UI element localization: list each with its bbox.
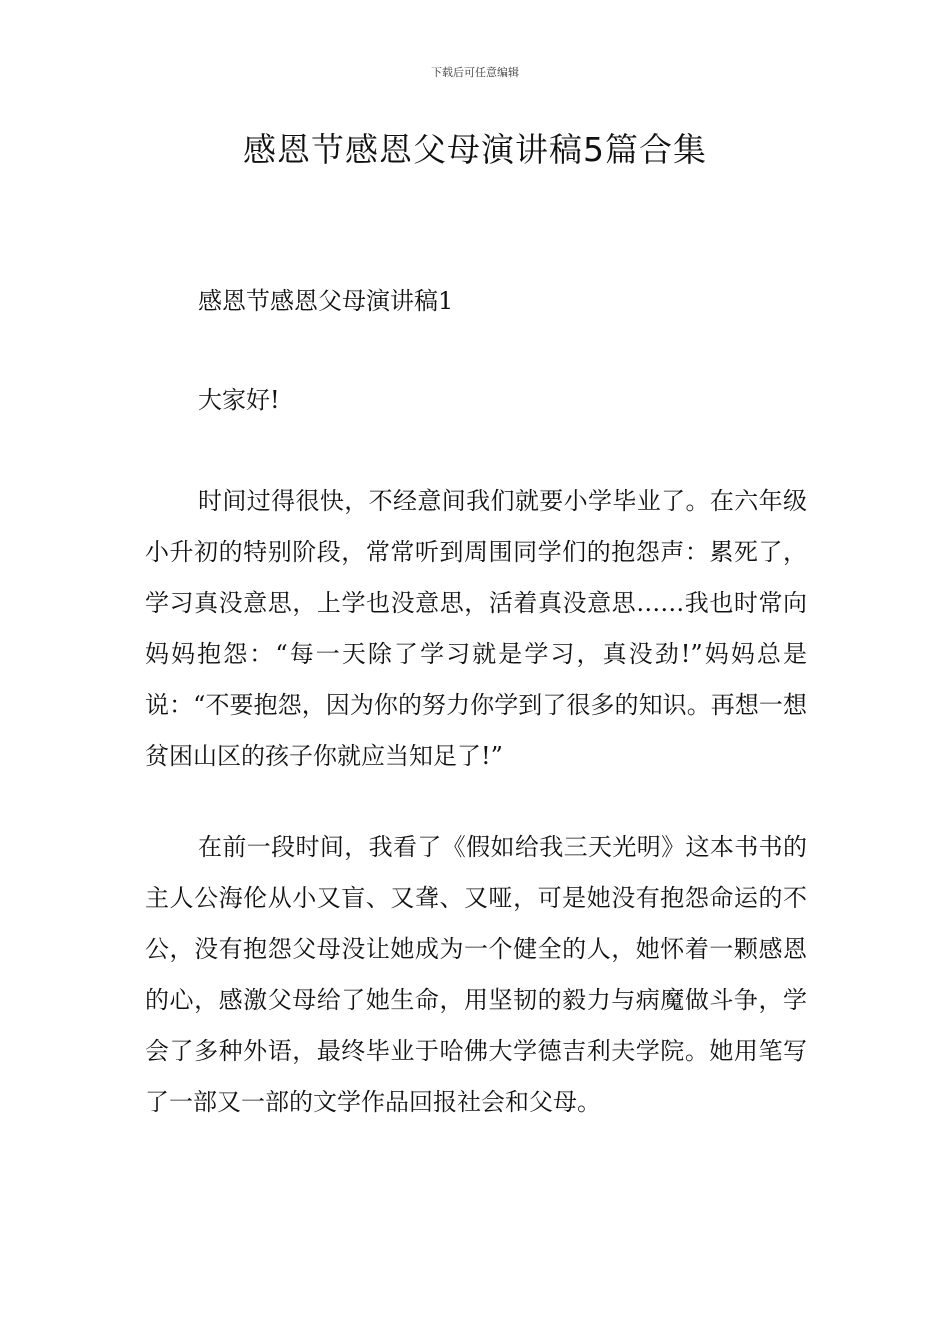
page-header-note: 下载后可任意编辑	[431, 66, 519, 79]
body-paragraph: 时间过得很快，不经意间我们就要小学毕业了。在六年级小升初的特别阶段，常常听到周围同学们的抱怨声：累死了，学习真没意思，上学也没意思，活着真没意思……我也时常向妈妈抱怨：“每一天除了学习就是学习，真没劲!”妈妈总是说：“不要抱怨，因为你的努力你学到了很多的知识。再想一想贫困山区的孩子你就应当知足了!”	[145, 487, 807, 770]
section-heading: 感恩节感恩父母演讲稿1	[198, 287, 454, 315]
greeting-line: 大家好!	[198, 386, 280, 414]
body-paragraph: 在前一段时间，我看了《假如给我三天光明》这本书书的主人公海伦从小又盲、又聋、又哑，可是她没有抱怨命运的不公，没有抱怨父母没让她成为一个健全的人，她怀着一颗感恩的心，感激父母给了她生命，用坚韧的毅力与病魔做斗争，学会了多种外语，最终毕业于哈佛大学德吉利夫学院。她用笔写了一部又一部的文学作品回报社会和父母。	[145, 833, 807, 1116]
document-title: 感恩节感恩父母演讲稿5篇合集	[243, 130, 707, 169]
